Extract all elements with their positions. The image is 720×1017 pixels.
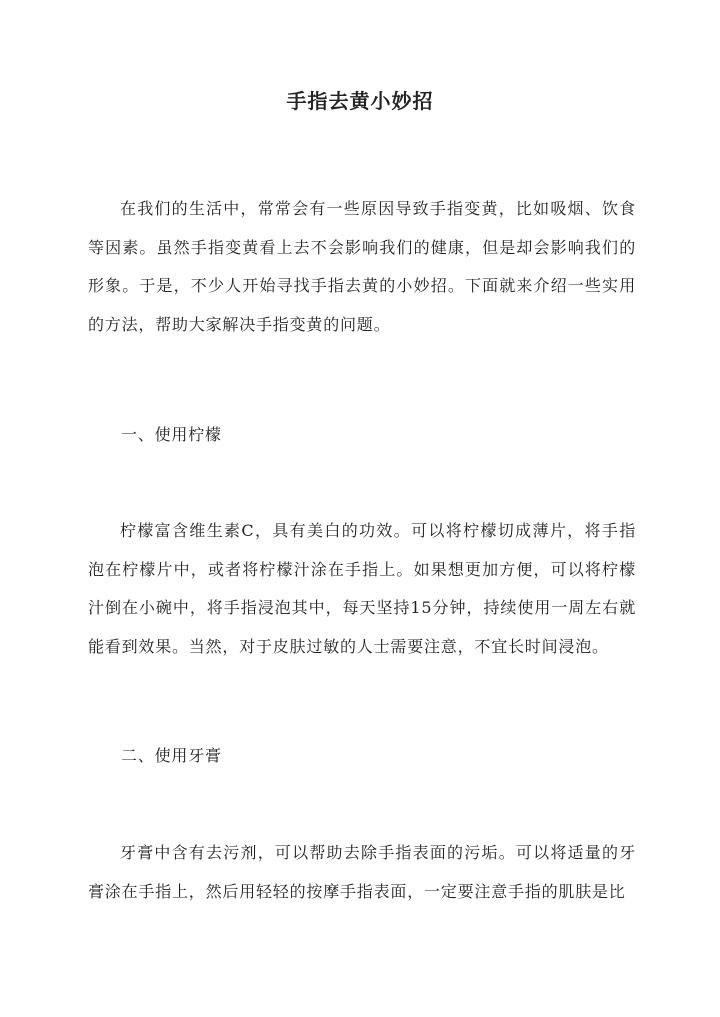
document-title: 手指去黄小妙招 (286, 89, 434, 113)
section-heading-toothpaste: 二、使用牙膏 (121, 746, 222, 765)
section-body-toothpaste: 牙膏中含有去污剂，可以帮助去除手指表面的污垢。可以将适量的牙膏涂在手指上，然后用轻轻的按摩手指表面，一定要注意手指的肌肤是比 (88, 843, 636, 901)
section-body-lemon: 柠檬富含维生素C，具有美白的功效。可以将柠檬切成薄片，将手指泡在柠檬片中，或者将柠檬汁涂在手指上。如果想更加方便，可以将柠檬汁倒在小碗中，将手指浸泡其中，每天坚持15分钟，持续使用一周左右就能看到效果。当然，对于皮肤过敏的人士需要注意，不宜长时间浸泡。 (88, 521, 636, 656)
section-heading-lemon: 一、使用柠檬 (121, 425, 222, 444)
intro-paragraph: 在我们的生活中，常常会有一些原因导致手指变黄，比如吸烟、饮食等因素。虽然手指变黄看上去不会影响我们的健康，但是却会影响我们的形象。于是，不少人开始寻找手指去黄的小妙招。下面就来介绍一些实用的方法，帮助大家解决手指变黄的问题。 (88, 199, 636, 334)
